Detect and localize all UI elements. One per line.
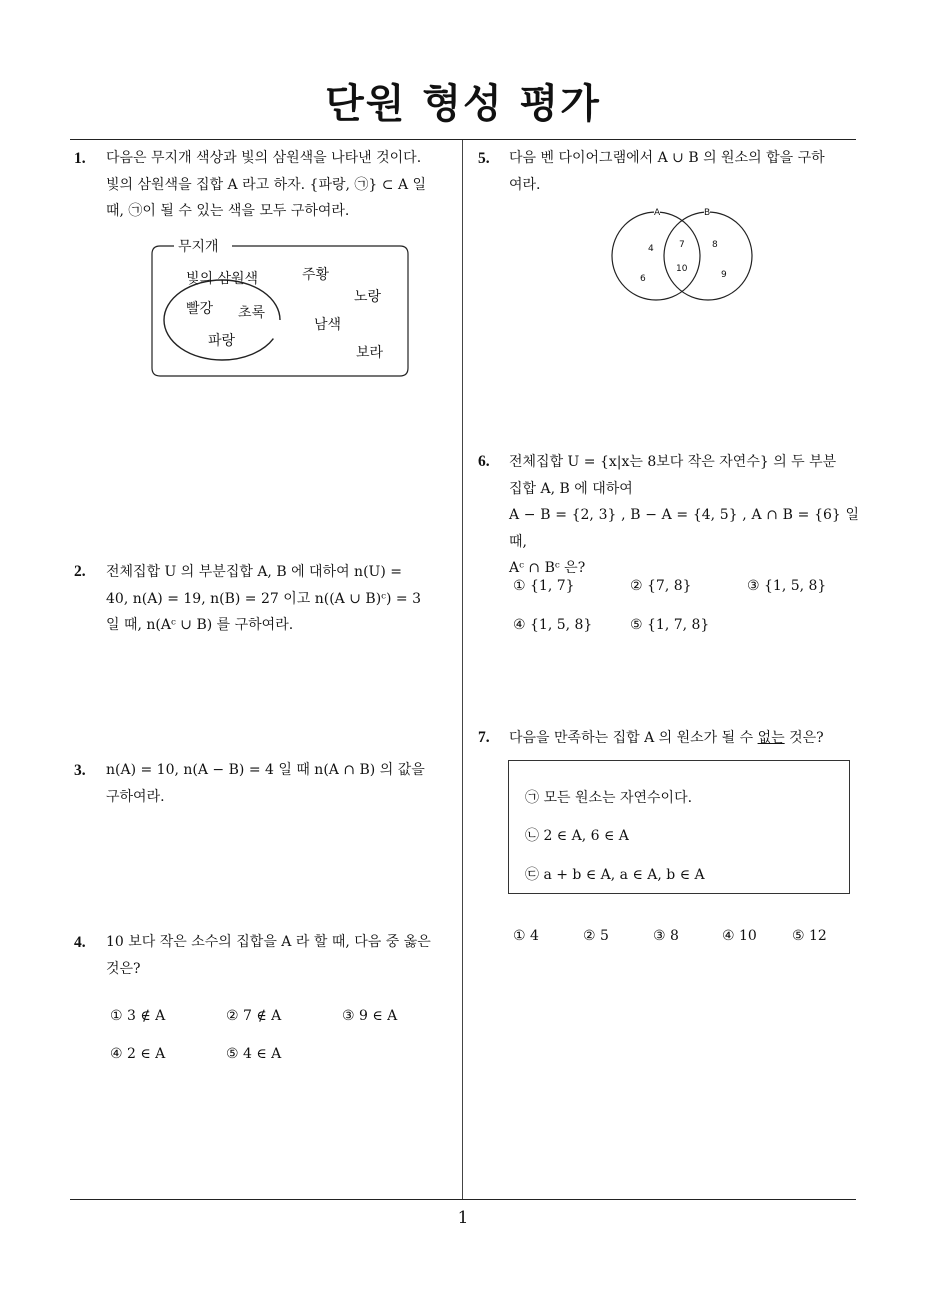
top-rule <box>70 139 856 140</box>
q7-choice-3[interactable]: ③ 8 <box>653 928 679 944</box>
venn-a-only-2: 6 <box>640 274 646 284</box>
q1-line1: 다음은 무지개 색상과 빛의 삼원색을 나타낸 것이다. <box>106 150 422 166</box>
rainbow-label: 무지개 <box>178 239 219 255</box>
color-violet: 보라 <box>356 345 384 361</box>
q2-line1: 전체집합 U 의 부분집합 A, B 에 대하여 n(U) = <box>106 564 402 580</box>
venn-both-1: 7 <box>679 240 685 250</box>
q7-conditions-box <box>508 760 850 894</box>
q2-number: 2. <box>74 563 86 580</box>
light-primaries-label: 빛의 삼원색 <box>186 271 259 287</box>
q1-line3: 때, ㉠이 될 수 있는 색을 모두 구하여라. <box>106 203 350 219</box>
column-divider <box>462 140 463 1200</box>
q5-text <box>509 145 859 198</box>
q7-condition-1: ㉠ 모든 원소는 자연수이다. <box>525 790 693 806</box>
color-yellow: 노랑 <box>354 289 382 305</box>
q5-number: 5. <box>478 150 490 167</box>
q2-text <box>106 559 456 639</box>
q4-choice-2[interactable]: ② 7 ∉ A <box>226 1008 282 1024</box>
q1-number: 1. <box>74 150 86 167</box>
q1-text <box>106 145 456 225</box>
bottom-rule <box>70 1199 856 1200</box>
q5-venn <box>608 206 758 306</box>
q4-choice-1[interactable]: ① 3 ∉ A <box>110 1008 166 1024</box>
q6-line4: Aᶜ ∩ Bᶜ 은? <box>509 560 586 576</box>
q7-text-post: 것은? <box>784 730 824 746</box>
page-title: 단원 형성 평가 <box>325 81 601 127</box>
q4-line2: 것은? <box>106 960 141 977</box>
q6-choice-1[interactable]: ① {1, 7} <box>513 578 575 594</box>
q1-diagram <box>150 232 410 380</box>
venn-label-b: B <box>704 208 711 218</box>
q3-line2: 구하여라. <box>106 788 165 805</box>
q7-text-pre: 다음을 만족하는 집합 A 의 원소가 될 수 <box>509 730 758 746</box>
q5-line2: 여라. <box>509 176 541 193</box>
q7-condition-2: ㉡ 2 ∈ A, 6 ∈ A <box>525 828 629 844</box>
q4-text <box>106 929 456 982</box>
q6-line2: 집합 A, B 에 대하여 <box>509 480 633 497</box>
q6-line1: 전체집합 U = {x|x는 8보다 작은 자연수} 의 두 부분 <box>509 454 837 470</box>
q7-number: 7. <box>478 729 490 746</box>
venn-b-only-1: 8 <box>712 240 718 250</box>
color-red: 빨강 <box>186 301 214 317</box>
q7-choice-1[interactable]: ① 4 <box>513 928 539 944</box>
venn-both-2: 10 <box>676 264 688 274</box>
q6-line3: A − B = {2, 3} , B − A = {4, 5} , A ∩ B = {6} 일 때, <box>509 507 859 550</box>
q6-choice-5[interactable]: ⑤ {1, 7, 8} <box>630 617 710 633</box>
q7-choice-2[interactable]: ② 5 <box>583 928 609 944</box>
q6-text <box>509 449 859 582</box>
q2-line2: 40, n(A) = 19, n(B) = 27 이고 n((A ∪ B)ᶜ) = 3 <box>106 590 422 607</box>
q7-text <box>509 725 859 752</box>
q4-number: 4. <box>74 934 86 951</box>
q6-number: 6. <box>478 453 490 470</box>
color-blue: 파랑 <box>208 333 236 349</box>
q6-choice-4[interactable]: ④ {1, 5, 8} <box>513 617 593 633</box>
venn-b-only-2: 9 <box>721 270 727 280</box>
q1-line2: 빛의 삼원색을 집합 A 라고 하자. {파랑, ㉠} ⊂ A 일 <box>106 176 427 193</box>
q4-choice-5[interactable]: ⑤ 4 ∈ A <box>226 1046 282 1062</box>
q5-line1: 다음 벤 다이어그램에서 A ∪ B 의 원소의 합을 구하 <box>509 150 825 166</box>
q3-line1: n(A) = 10, n(A − B) = 4 일 때 n(A ∩ B) 의 값을 <box>106 762 425 778</box>
q6-choice-2[interactable]: ② {7, 8} <box>630 578 692 594</box>
q7-choice-4[interactable]: ④ 10 <box>722 928 757 944</box>
color-orange: 주황 <box>302 267 330 283</box>
q2-line3: 일 때, n(Aᶜ ∪ B) 를 구하여라. <box>106 617 294 633</box>
q3-text <box>106 757 456 810</box>
q7-text-underlined: 없는 <box>757 730 785 746</box>
venn-a-only-1: 4 <box>648 244 654 254</box>
color-green: 초록 <box>238 305 266 321</box>
q4-line1: 10 보다 작은 소수의 집합을 A 라 할 때, 다음 중 옳은 <box>106 934 431 950</box>
q4-choice-3[interactable]: ③ 9 ∈ A <box>342 1008 398 1024</box>
page-number: 1 <box>457 1208 469 1228</box>
q4-choice-4[interactable]: ④ 2 ∈ A <box>110 1046 166 1062</box>
venn-label-a: A <box>654 208 661 218</box>
q7-condition-3: ㉢ a + b ∈ A, a ∈ A, b ∈ A <box>525 867 705 883</box>
q7-choice-5[interactable]: ⑤ 12 <box>792 928 827 944</box>
q5-venn-circles <box>608 206 758 306</box>
q3-number: 3. <box>74 762 86 779</box>
q6-choice-3[interactable]: ③ {1, 5, 8} <box>747 578 827 594</box>
color-indigo: 남색 <box>314 317 342 333</box>
